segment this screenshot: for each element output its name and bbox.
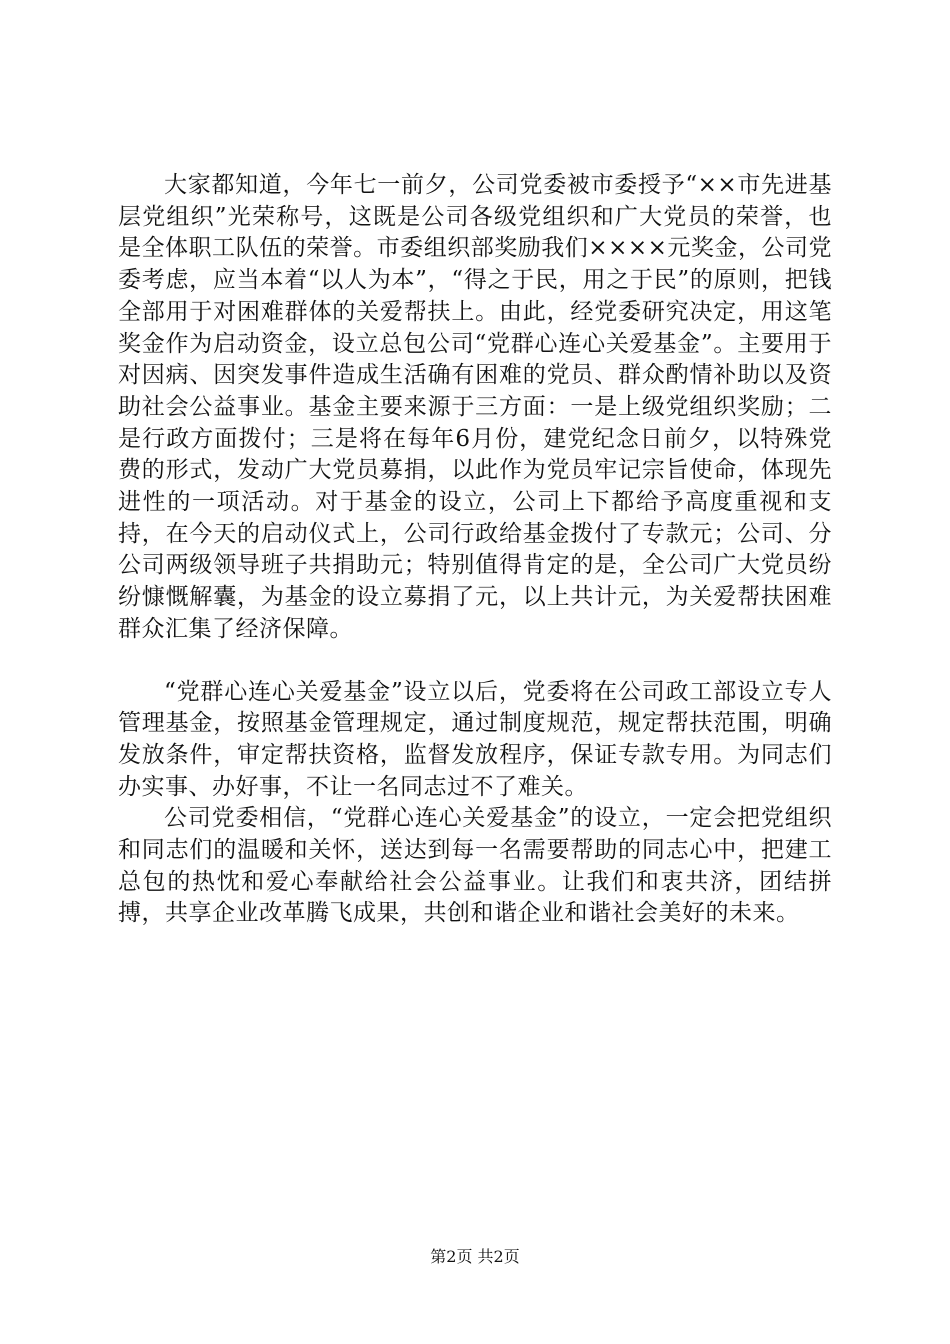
paragraph-fund-establishment: 大家都知道，今年七一前夕，公司党委被市委授予“××市先进基层党组织”光荣称号，这既是公司各级党组织和广大党员的荣誉，也是全体职工队伍的荣誉。市委组织部奖励我们××××元奖金，公司党委考虑，应当本着“以人为本”，“得之于民，用之于民”的原则，把钱全部用于对困难群体的关爱帮扶上。由此，经党委研究决定，用这笔奖金作为启动资金，设立总包公司“党群心连心关爱基金”。主要用于对因病、因突发事件造成生活确有困难的党员、群众酌情补助以及资助社会公益事业。基金主要来源于三方面：一是上级党组织奖励；二是行政方面拨付；三是将在每年6月份，建党纪念日前夕，以特殊党费的形式，发动广大党员募捐，以此作为党员牢记宗旨使命，体现先进性的一项活动。对于基金的设立，公司上下都给予高度重视和支持，在今天的启动仪式上，公司行政给基金拨付了专款元；公司、分公司两级领导班子共捐助元；特别值得肯定的是，全公司广大党员纷纷慷慨解囊，为基金的设立募捐了元，以上共计元，为关爱帮扶困难群众汇集了经济保障。 [118,172,832,642]
page-footer: 第2页 共2页 [430,1247,520,1266]
paragraph-fund-management: “党群心连心关爱基金”设立以后，党委将在公司政工部设立专人管理基金，按照基金管理规定，通过制度规范，规定帮扶范围，明确发放条件，审定帮扶资格，监督发放程序，保证专款专用。为同志们办实事、办好事，不让一名同志过不了难关。 [118,678,832,800]
paragraph-closing: 公司党委相信，“党群心连心关爱基金”的设立，一定会把党组织和同志们的温暖和关怀，送达到每一名需要帮助的同志心中，把建工总包的热忱和爱心奉献给社会公益事业。让我们和衷共济，团结拼搏，共享企业改革腾飞成果，共创和谐企业和谐社会美好的未来。 [118,805,832,927]
document-body [118,170,832,930]
